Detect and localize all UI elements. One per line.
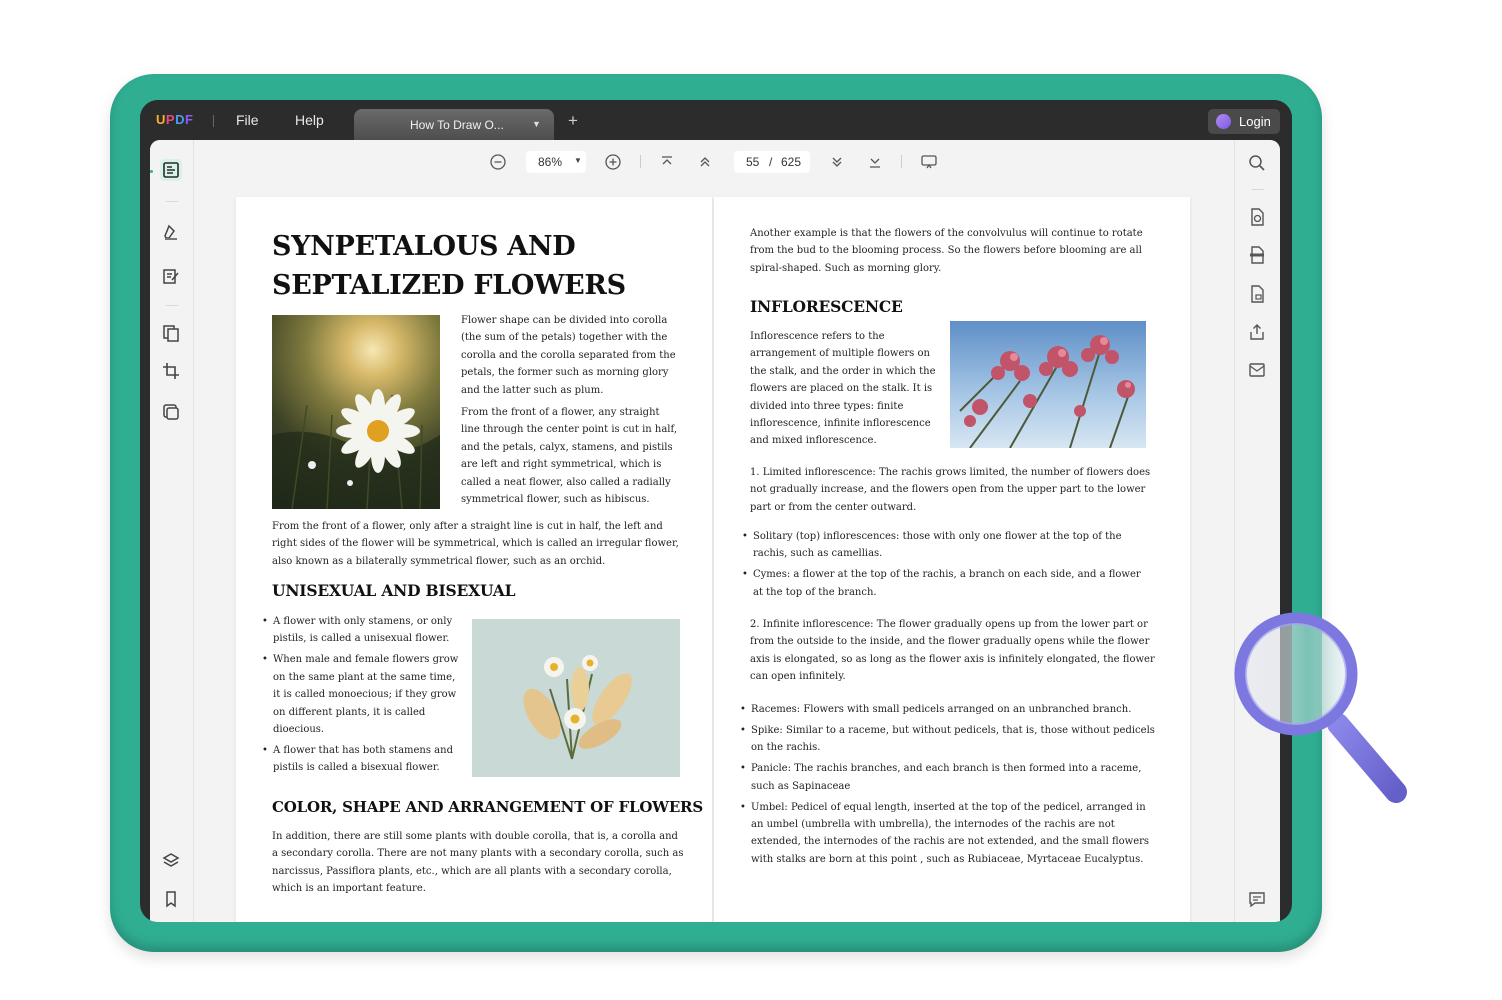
bookmark-icon[interactable] [160, 888, 182, 910]
edit-icon[interactable] [160, 265, 182, 287]
chevron-down-icon: ▼ [574, 156, 582, 165]
share-icon[interactable] [1246, 321, 1268, 343]
section-heading-inflorescence: INFLORESCENCE [750, 297, 903, 316]
inflorescence-paragraph: Inflorescence refers to the arrangement of multiple flowers on the stalk, and the order in which the flowers are placed on the stalk. It is divided into three types: finite inflorescence, infinite inflorescence and mixed inflorescence. [750, 331, 936, 447]
tab-dropdown-icon[interactable]: ▼ [532, 119, 541, 129]
list-item: • A flower with only stamens, or only pistils, is called a unisexual flower. [262, 613, 462, 648]
previous-page-icon[interactable] [696, 153, 714, 171]
convolvulus-paragraph: Another example is that the flowers of the convolvulus will continue to rotate from the bud to the blooming process. So the flowers before blooming are all spiral-shaped. Such as morning glory. [750, 228, 1143, 274]
sidebar-divider [1252, 189, 1264, 190]
zoom-out-icon[interactable] [489, 153, 507, 171]
pdf-page-right [714, 197, 1190, 922]
active-indicator [150, 170, 153, 173]
reader-icon[interactable] [160, 159, 182, 181]
view-toolbar [194, 140, 1234, 184]
toolbar-divider [901, 155, 902, 168]
last-page-icon[interactable] [866, 153, 884, 171]
ocr-icon[interactable] [1246, 206, 1268, 228]
comment-icon[interactable] [1246, 888, 1268, 910]
intro-paragraph-3: From the front of a flower, only after a straight line is cut in half, the left and right sides of the flower will be symmetrical, which is called an irregular flower, also known as a bilaterally symmetrical flower, such as an orchid. [272, 521, 679, 567]
pdfa-icon[interactable] [1246, 244, 1268, 266]
crop-icon[interactable] [160, 360, 182, 382]
protect-icon[interactable] [1246, 283, 1268, 305]
sidebar-divider [166, 305, 178, 306]
color-shape-paragraph: In addition, there are still some plants with double corolla, that is, a corolla and a secondary corolla. There are not many plants with a secondary corolla, such as narcissus, Passiflora plants, etc., which are all plants with a secondary corolla, which is an important feature. [272, 831, 684, 895]
sidebar-divider [166, 201, 178, 202]
list-item: • Umbel: Pedicel of equal length, inserted at the top of the pedicel, arranged in an umbel (umbrella with umbrella), the internodes of the rachis are not extended, the internodes of the rachis are not extended, and the small flowers with stalks are born at this point , such as Rubiaceae, Myrtaceae Eucalyptus. [740, 799, 1155, 869]
page-title: SYNPETALOUS AND SEPTALIZED FLOWERS [272, 231, 626, 301]
pdf-page-left [236, 197, 712, 922]
login-button[interactable]: Login [1208, 109, 1280, 134]
unisexual-bullet-list [262, 613, 462, 780]
list-item: • A flower that has both stamens and pistils is called a bisexual flower. [262, 742, 462, 777]
document-tab[interactable] [354, 109, 554, 140]
layers-icon[interactable] [160, 850, 182, 872]
section-heading-unisexual: UNISEXUAL AND BISEXUAL [272, 581, 516, 600]
left-sidebar [150, 140, 194, 922]
updf-logo: UPDF [156, 112, 194, 127]
tab-title: How To Draw O... [410, 118, 504, 132]
intro-paragraph-2: From the front of a flower, any straight line through the center point is cut in half, and the petals, calyx, stamens, and pistils are left and right symmetrical, which is called a neat flower, also called a radially symmetrical flower, such as hibiscus. [461, 407, 678, 506]
next-page-icon[interactable] [828, 153, 846, 171]
list-item: • Solitary (top) inflorescences: those with only one flower at the top of the rachis, such as camellias. [742, 528, 1152, 563]
total-pages: 625 [781, 155, 802, 169]
zoom-in-icon[interactable] [604, 153, 622, 171]
mail-icon[interactable] [1246, 359, 1268, 381]
avatar-icon [1216, 114, 1231, 129]
menu-file[interactable]: File [236, 112, 259, 128]
pink-flowers-photo [950, 321, 1146, 448]
search-icon[interactable] [1246, 152, 1268, 174]
menu-help[interactable]: Help [295, 112, 324, 128]
list-item: • Racemes: Flowers with small pedicels arranged on an unbranched branch. [740, 701, 1155, 718]
infinite-bullet-list [740, 701, 1155, 872]
list-item: • Spike: Similar to a raceme, but without pedicels, that is, those without pedicels on the rachis. [740, 722, 1155, 757]
pressed-flowers-photo [472, 619, 680, 777]
zoom-value: 86% [538, 155, 563, 169]
infinite-inflorescence-item: 2. Infinite inflorescence: The flower gradually opens up from the lower part or from the outside to the inside, and the flower gradually opens while the flower axis is elongated, so as long as the flower axis is infinitely elongated, the flower can open infinitely. [750, 619, 1155, 683]
list-item: • Cymes: a flower at the top of the rachis, a branch on each side, and a flower at the top of the branch. [742, 566, 1152, 601]
app-surface [150, 140, 1280, 922]
zoom-select[interactable] [526, 151, 586, 173]
section-heading-color-shape: COLOR, SHAPE AND ARRANGEMENT OF FLOWERS [272, 798, 703, 816]
limited-inflorescence-item: 1. Limited inflorescence: The rachis grows limited, the number of flowers does not gradually increase, and the flowers open from the upper part to the lower part or from the center outward. [750, 467, 1151, 513]
new-tab-button[interactable]: + [568, 111, 578, 130]
list-item: • Panicle: The rachis branches, and each branch is then formed into a raceme, such as Sapinaceae [740, 760, 1155, 795]
organize-pages-icon[interactable] [160, 322, 182, 344]
intro-paragraph-1: Flower shape can be divided into corolla (the sum of the petals) together with the corolla and the corolla separated from the petals, the former such as morning glory and the latter such as plum. [461, 315, 676, 396]
highlight-icon[interactable] [160, 222, 182, 244]
list-item: • When male and female flowers grow on the same plant at the same time, it is called monoecious; if they grow on different plants, it is called dioecious. [262, 651, 462, 738]
page-separator: / [769, 155, 773, 169]
limited-bullet-list [742, 528, 1152, 605]
app-window [140, 100, 1292, 922]
toolbar-divider [640, 155, 641, 168]
current-page: 55 [746, 155, 760, 169]
first-page-icon[interactable] [658, 153, 676, 171]
title-separator [213, 115, 214, 127]
convert-icon[interactable] [160, 401, 182, 423]
page-indicator[interactable] [734, 151, 810, 173]
daisy-photo [272, 315, 440, 509]
presentation-icon[interactable] [920, 153, 938, 171]
title-bar [140, 100, 1292, 140]
magnifier-illustration [1228, 606, 1418, 806]
